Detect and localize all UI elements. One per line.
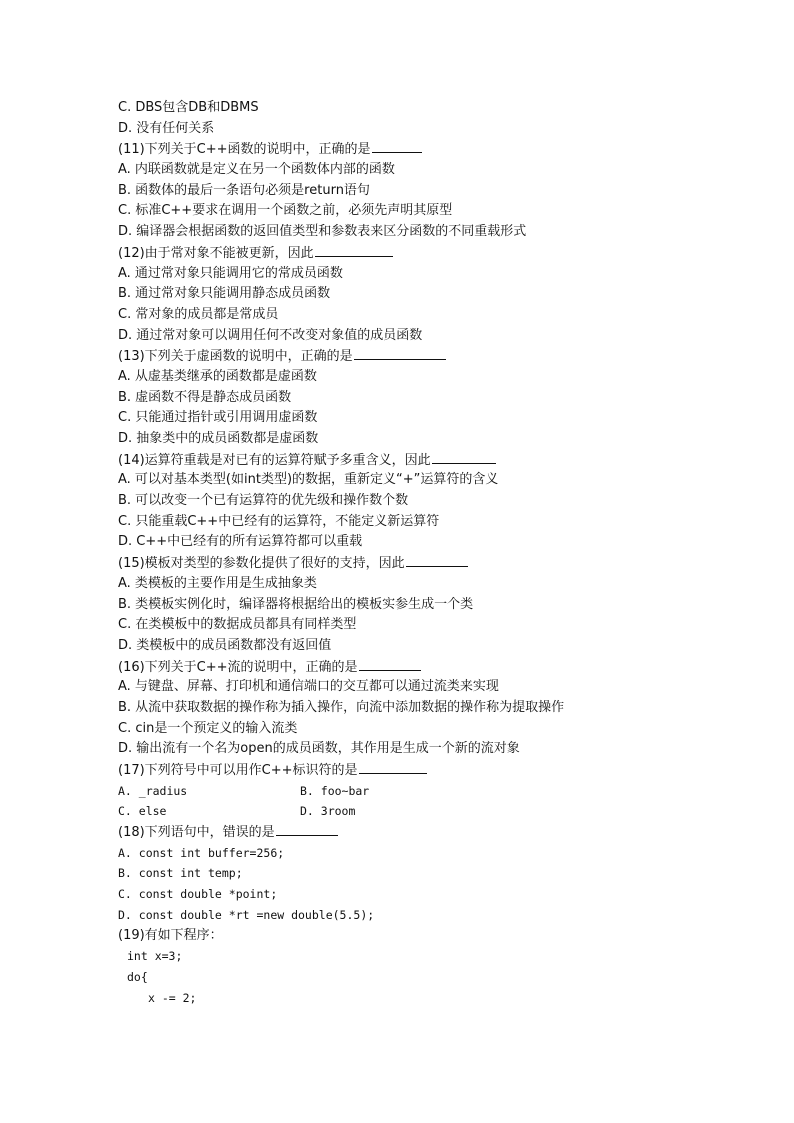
- option-line: B. 通过常对象只能调用静态成员函数: [118, 286, 331, 302]
- question-stem: (18)下列语句中，错误的是: [118, 822, 718, 843]
- question-stem: (14)运算符重载是对已有的运算符赋予多重含义，因此: [118, 450, 718, 471]
- question-stem: (17)下列符号中可以用作C++标识符的是: [118, 760, 718, 781]
- option-d: D. 3room: [300, 804, 356, 819]
- answer-blank: [359, 657, 421, 671]
- option-line: A. 类模板的主要作用是生成抽象类: [118, 575, 317, 591]
- option-b: B. foo~bar: [300, 783, 370, 798]
- option-line: C. 只能重载C++中已经有的运算符，不能定义新运算符: [118, 513, 440, 529]
- option-c: C. else: [118, 804, 167, 819]
- question-stem: (19)有如下程序：: [118, 927, 223, 943]
- option-line: C. const double *point;: [118, 887, 278, 902]
- exam-page-content: [118, 98, 718, 1008]
- option-line: D. const double *rt =new double(5.5);: [118, 907, 375, 922]
- code-line: x -= 2;: [148, 990, 197, 1005]
- option-line: B. 可以改变一个已有运算符的优先级和操作数个数: [118, 493, 409, 509]
- option-line: D. C++中已经有的所有运算符都可以重载: [118, 534, 363, 550]
- option-line: D. 抽象类中的成员函数都是虚函数: [118, 431, 319, 446]
- answer-blank: [315, 243, 393, 257]
- answer-blank: [276, 822, 338, 836]
- option-line: C. 在类模板中的数据成员都具有同样类型: [118, 617, 357, 633]
- option-line: B. 从流中获取数据的操作称为插入操作，向流中添加数据的操作称为提取操作: [118, 699, 565, 715]
- option-line: D. 没有任何关系: [118, 120, 215, 136]
- option-line: C. cin是一个预定义的输入流类: [118, 720, 298, 736]
- option-line: A. 与键盘、屏幕、打印机和通信端口的交互都可以通过流类来实现: [118, 679, 499, 695]
- question-stem: (13)下列关于虚函数的说明中，正确的是: [118, 346, 718, 367]
- option-line: A. const int buffer=256;: [118, 845, 285, 860]
- code-line: do{: [127, 969, 148, 984]
- option-line: A. 内联函数就是定义在另一个函数体内部的函数: [118, 162, 395, 178]
- option-line: B. const int temp;: [118, 866, 243, 881]
- option-line: C. DBS包含DB和DBMS: [118, 100, 259, 115]
- option-line: B. 虚函数不得是静态成员函数: [118, 389, 292, 405]
- option-line: A. 通过常对象只能调用它的常成员函数: [118, 265, 343, 281]
- code-line: int x=3;: [127, 949, 183, 964]
- option-line: B. 类模板实例化时，编译器将根据给出的模板实参生成一个类: [118, 596, 474, 612]
- question-stem: (12)由于常对象不能被更新，因此: [118, 243, 718, 264]
- option-line: D. 输出流有一个名为open的成员函数，其作用是生成一个新的流对象: [118, 741, 520, 757]
- option-line: D. 类模板中的成员函数都没有返回值: [118, 637, 332, 653]
- option-a: A. _radius: [118, 783, 188, 798]
- option-line: A. 可以对基本类型(如int类型)的数据，重新定义“+”运算符的含义: [118, 472, 499, 488]
- answer-blank: [372, 139, 422, 153]
- option-line: C. 标准C++要求在调用一个函数之前，必须先声明其原型: [118, 203, 453, 219]
- question-stem: (11)下列关于C++函数的说明中，正确的是: [118, 139, 718, 160]
- option-line: A. 从虚基类继承的函数都是虚函数: [118, 368, 317, 384]
- answer-blank: [354, 346, 446, 360]
- answer-blank: [359, 760, 427, 774]
- answer-blank: [432, 450, 496, 464]
- question-stem: (15)模板对类型的参数化提供了很好的支持，因此: [118, 553, 718, 574]
- question-stem: (16)下列关于C++流的说明中，正确的是: [118, 657, 718, 678]
- option-line: C. 常对象的成员都是常成员: [118, 306, 279, 322]
- option-line: D. 编译器会根据函数的返回值类型和参数表来区分函数的不同重载形式: [118, 224, 527, 240]
- option-row: [118, 801, 718, 822]
- option-line: B. 函数体的最后一条语句必须是return语句: [118, 182, 370, 198]
- answer-blank: [406, 553, 468, 567]
- option-line: C. 只能通过指针或引用调用虚函数: [118, 410, 318, 426]
- option-line: D. 通过常对象可以调用任何不改变对象值的成员函数: [118, 327, 423, 343]
- option-row: [118, 781, 718, 802]
